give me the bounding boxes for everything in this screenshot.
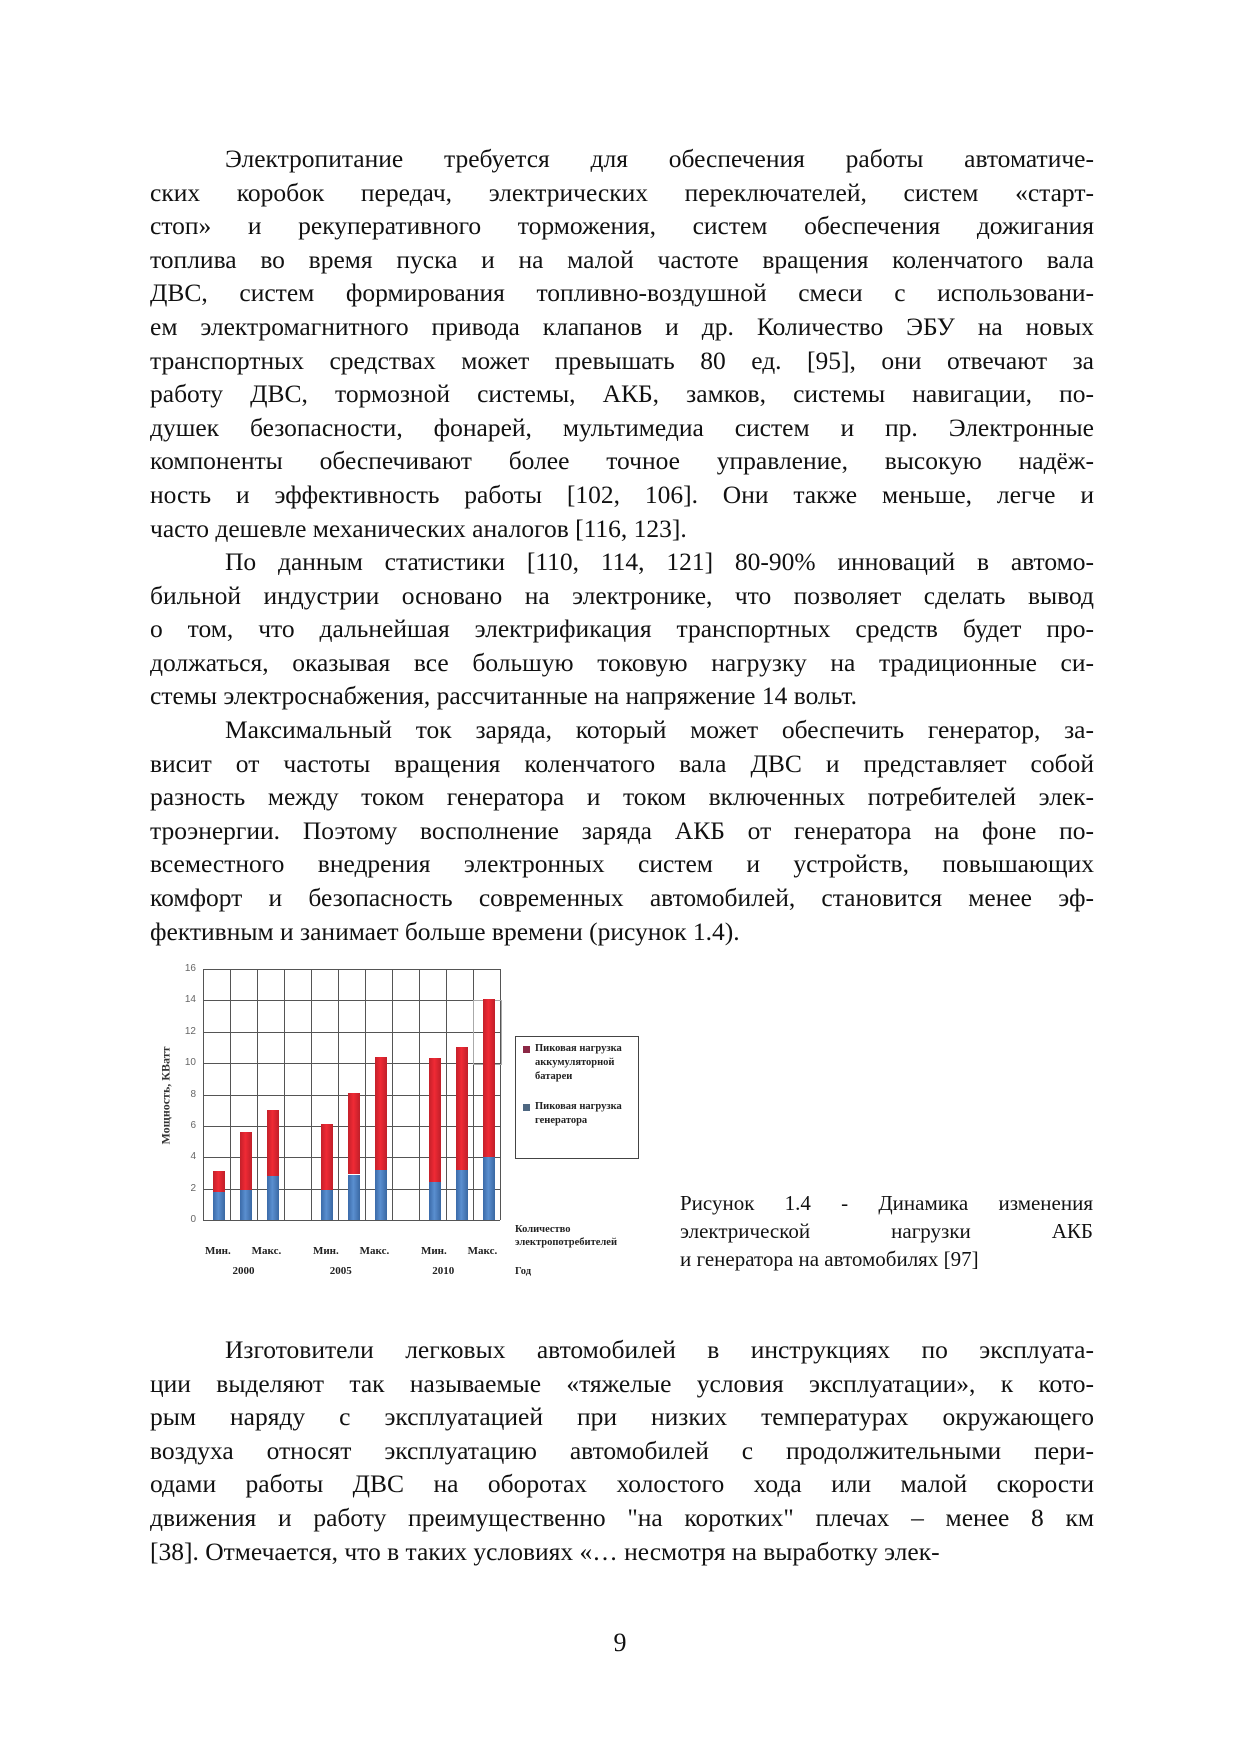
text-line: стемы электроснабжения, рассчитанные на напряжение 14 вольт.: [150, 681, 857, 711]
bar-2000-мин-: [213, 969, 225, 1220]
x-axis-note-year: Год: [515, 1266, 532, 1277]
text-line: По данным статистики [110, 114, 121] 80-90% инноваций в автомо-: [225, 547, 1094, 576]
bar-segment-generator: [321, 1190, 333, 1220]
bar-2005-макс-: [375, 969, 387, 1220]
text-line: транспортных средствах может превышать 80 ед. [95], они отвечают за: [150, 345, 1094, 375]
bar-segment-battery: [267, 1110, 279, 1176]
y-tick-label: 12: [184, 1025, 196, 1037]
figure-1-4-chart: [150, 955, 650, 1280]
legend-item-generator: Пиковая нагрузка генератора: [523, 1100, 645, 1128]
paragraph-heavy-conditions: [150, 1333, 1094, 1568]
bar-segment-battery: [348, 1093, 360, 1175]
bar-segment-generator: [483, 1157, 495, 1220]
bar-segment-battery: [483, 999, 495, 1157]
text-line: топлива во время пуска и на малой частоте вращения коленчатого вала: [150, 244, 1094, 274]
gridline-vertical: [257, 969, 258, 1220]
gridline-vertical: [284, 969, 285, 1220]
gridline-vertical: [311, 969, 312, 1220]
bar-2005-ср-: [348, 969, 360, 1220]
bar-segment-generator: [456, 1170, 468, 1220]
gridline-vertical: [365, 969, 366, 1220]
bar-2000-макс-: [267, 969, 279, 1220]
text-line: ем электромагнитного привода клапанов и др. Количество ЭБУ на новых: [150, 311, 1094, 341]
text-line: работу ДВС, тормозной системы, АКБ, замков, системы навигации, по-: [150, 379, 1094, 409]
text-line: комфорт и безопасность современных автомобилей, становится менее эф-: [150, 882, 1094, 912]
chart-plot-area: [203, 969, 500, 1220]
bar-segment-battery: [456, 1047, 468, 1169]
x-category-label: Мин.: [312, 1245, 339, 1257]
x-category-label: Мин.: [420, 1245, 447, 1257]
y-axis-label: Мощность, КВатт: [158, 1046, 173, 1145]
bar-segment-generator: [267, 1176, 279, 1220]
page-number: 9: [613, 1628, 627, 1657]
y-tick-label: 8: [190, 1088, 196, 1100]
bar-segment-generator: [429, 1182, 441, 1220]
y-tick-label: 14: [184, 994, 196, 1006]
bar-2005-мин-: [321, 969, 333, 1220]
bar-2010-ср-: [456, 969, 468, 1220]
text-line: [38]. Отмечается, что в таких условиях «… несмотря на выработку элек-: [150, 1536, 940, 1566]
legend-item-battery: Пиковая нагрузка аккумуляторной батареи: [523, 1042, 645, 1084]
gridline-vertical: [419, 969, 420, 1220]
text-line: Максимальный ток заряда, который может обеспечить генератор, за-: [225, 715, 1094, 744]
y-tick-label: 10: [184, 1057, 196, 1069]
chart-legend: [515, 1036, 639, 1159]
paragraph-statistics: [150, 545, 1094, 713]
text-line: Электропитание требуется для обеспечения работы автоматиче-: [225, 144, 1094, 173]
bar-segment-generator: [375, 1170, 387, 1220]
bar-segment-generator: [348, 1175, 360, 1220]
text-line: ность и эффективность работы [102, 106]. Они также меньше, легче и: [150, 479, 1094, 509]
gridline-vertical: [338, 969, 339, 1220]
bar-segment-battery: [375, 1057, 387, 1170]
x-category-label: Макс.: [251, 1245, 282, 1257]
y-tick-label: 6: [190, 1119, 196, 1131]
y-tick-label: 2: [190, 1182, 196, 1194]
gridline-vertical: [392, 969, 393, 1220]
bar-segment-battery: [213, 1171, 225, 1192]
bar-2010-мин-: [429, 969, 441, 1220]
bar-segment-generator: [213, 1192, 225, 1220]
y-tick-label: 4: [190, 1151, 196, 1163]
bar-segment-battery: [240, 1132, 252, 1190]
gridline-horizontal: [203, 1220, 500, 1221]
text-line: рым наряду с эксплуатацией при низких температурах окружающего: [150, 1402, 1094, 1432]
paragraph-max-charge-current: [150, 713, 1094, 948]
y-tick-label: 0: [190, 1214, 196, 1225]
bar-segment-battery: [429, 1058, 441, 1182]
text-line: стоп» и рекуперативного торможения, систем обеспечения дожигания: [150, 211, 1094, 241]
x-category-label: Мин.: [204, 1245, 231, 1257]
text-line: висит от частоты вращения коленчатого вала ДВС и представляет собой: [150, 748, 1094, 778]
x-group-year-label: 2005: [329, 1265, 352, 1277]
x-category-label: Макс.: [359, 1245, 390, 1257]
y-tick-label: 16: [184, 963, 196, 974]
text-line: ских коробок передач, электрических переключателей, систем «старт-: [150, 177, 1094, 207]
text-line: Изготовители легковых автомобилей в инструкциях по эксплуата-: [225, 1335, 1094, 1364]
text-line: часто дешевле механических аналогов [116, 123].: [150, 513, 687, 543]
paragraph-electric-power: [150, 142, 1094, 545]
text-line: движения и работу преимущественно "на коротких" плечах – менее 8 км: [150, 1502, 1094, 1532]
legend-swatch-battery-icon: [523, 1046, 530, 1053]
text-line: бильной индустрии основано на электронике, что позволяет сделать вывод: [150, 580, 1094, 610]
gridline-vertical: [446, 969, 447, 1220]
text-line: всеместного внедрения электронных систем и устройств, повышающих: [150, 849, 1094, 879]
text-line: одами работы ДВС на оборотах холостого хода или малой скорости: [150, 1469, 1094, 1499]
text-line: должаться, оказывая все большую токовую нагрузку на традиционные си-: [150, 647, 1094, 677]
bar-2010-макс-: [483, 969, 495, 1220]
legend-swatch-generator-icon: [523, 1104, 530, 1111]
caption-line: и генератора на автомобилях [97]: [680, 1247, 979, 1271]
bar-2000-ср-: [240, 969, 252, 1220]
x-group-year-label: 2010: [432, 1265, 455, 1277]
bar-segment-generator: [240, 1190, 252, 1220]
text-line: разность между током генератора и током включенных потребителей элек-: [150, 782, 1094, 812]
text-line: компоненты обеспечивают более точное управление, высокую надёж-: [150, 446, 1094, 476]
bar-segment-battery: [321, 1124, 333, 1190]
figure-caption: [680, 1189, 1093, 1273]
text-line: ДВС, систем формирования топливно-воздушной смеси с использовани-: [150, 278, 1094, 308]
text-line: воздуха относят эксплуатацию автомобилей с продолжительными пери-: [150, 1435, 1094, 1465]
text-line: ции выделяют так называемые «тяжелые условия эксплуатации», к кото-: [150, 1368, 1094, 1398]
text-line: душек безопасности, фонарей, мультимедиа систем и пр. Электронные: [150, 412, 1094, 442]
caption-line: электрической нагрузки АКБ: [680, 1219, 1093, 1243]
gridline-vertical: [203, 969, 204, 1220]
x-axis-note-consumers: Количество электропотребителей: [515, 1224, 617, 1248]
x-category-label: Макс.: [467, 1245, 498, 1257]
gridline-vertical: [230, 969, 231, 1220]
caption-line: Рисунок 1.4 - Динамика изменения: [680, 1191, 1093, 1215]
x-group-year-label: 2000: [232, 1265, 255, 1277]
text-line: фективным и занимает больше времени (рисунок 1.4).: [150, 916, 740, 946]
text-line: о том, что дальнейшая электрификация транспортных средств будет про-: [150, 614, 1094, 644]
text-line: троэнергии. Поэтому восполнение заряда АКБ от генератора на фоне по-: [150, 815, 1094, 845]
